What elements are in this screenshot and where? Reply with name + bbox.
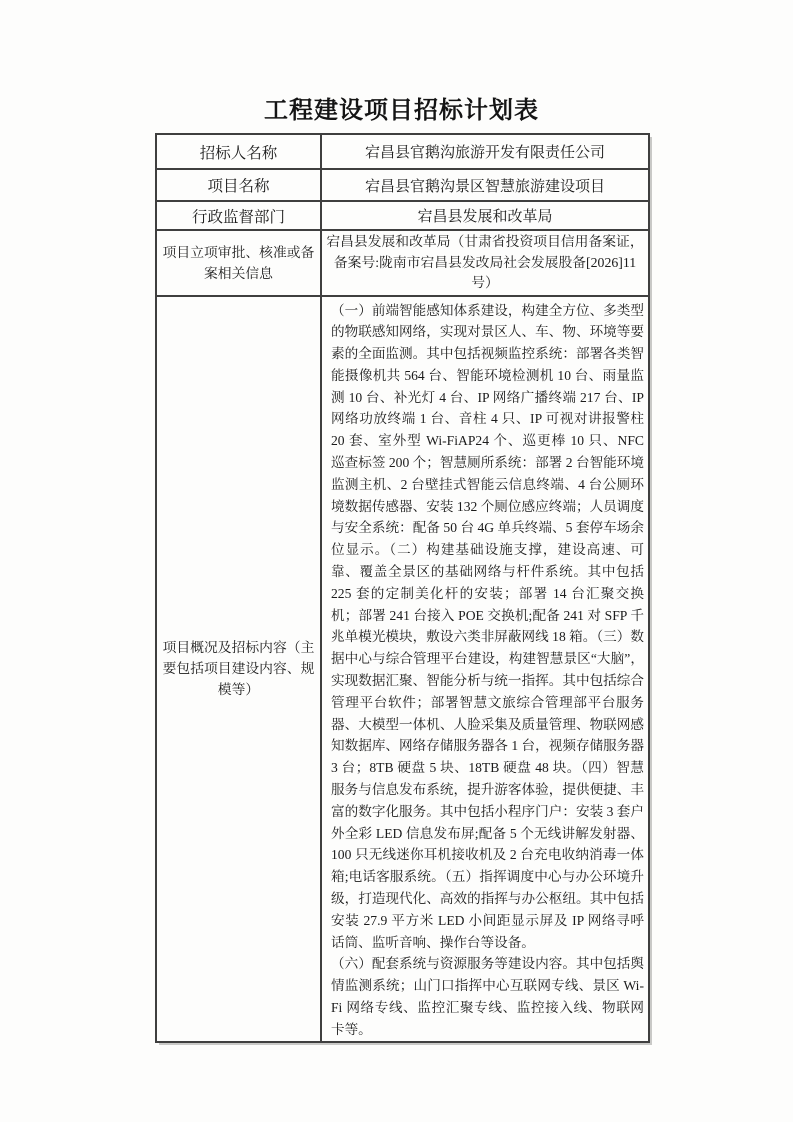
overview-paragraph-2: （六）配套系统与资源服务等建设内容。其中包括舆情监测系统；山门口指挥中心互联网专线、景区 Wi-Fi 网络专线、监控汇聚专线、监控接入线、物联网卡等。 — [331, 956, 644, 1037]
approval-info-label: 项目立项审批、核准或备案相关信息 — [156, 230, 321, 296]
project-name-label: 项目名称 — [156, 169, 321, 201]
table-row-project-overview — [156, 296, 649, 1042]
table-row-supervision-dept — [156, 201, 649, 230]
bidder-name-value: 宕昌县官鹅沟旅游开发有限责任公司 — [321, 134, 649, 169]
overview-paragraph-1: （一）前端智能感知体系建设，构建全方位、多类型的物联感知网络，实现对景区人、车、物、环境等要素的全面监测。其中包括视频监控系统：部署各类智能摄像机共 564 台、智能环境检测机 10 台、雨量监测 10 台、补光灯 4 台、IP 网络广播终端 217 台、IP 网络功放终端 1 台、音柱 4 只、IP 可视对讲报警柱 20 套、室外型 Wi-FiAP24 个、巡更棒 10 只、NFC 巡查标签 200 个；智慧厕所系统：部署 2 台智能环境监测主机、2 台壁挂式智能云信息终端、4 台公厕环境数据传感器、安装 132 个厕位感应终端；人员调度与安全系统：配备 50 台 4G 单兵终端、5 套停车场余位显示。（二）构建基础设施支撑，建设高速、可靠、覆盖全景区的基础网络与杆件系统。其中包括 225 套的定制美化杆的安装；部署 14 台汇聚交换机；部署 241 台接入 POE 交换机;配备 241 对 SFP 千兆单模光模块，敷设六类非屏蔽网线 18 箱。（三）数据中心与综合管理平台建设，构建智慧景区“大脑”，实现数据汇聚、智能分析与统一指挥。其中包括综合管理平台软件；部署智慧文旅综合管理部平台服务器、大模型一体机、人脸采集及质量管理、物联网感知数据库、网络存储服务器各 1 台，视频存储服务器 3 台；8TB 硬盘 5 块、18TB 硬盘 48 块。（四）智慧服务与信息发布系统，提升游客体验，提供便捷、丰富的数字化服务。其中包括小程序门户：安装 3 套户外全彩 LED 信息发布屏;配备 5 个无线讲解发射器、100 只无线迷你耳机接收机及 2 台充电收纳消毒一体箱;电话客服系统。（五）指挥调度中心与办公环境升级，打造现代化、高效的指挥与办公枢纽。其中包括安装 27.9 平方米 LED 小间距显示屏及 IP 网络寻呼话筒、监听音响、操作台等设备。 — [331, 302, 644, 950]
project-overview-label: 项目概况及招标内容（主要包括项目建设内容、规模等） — [156, 296, 321, 1042]
table-row-bidder-name — [156, 134, 649, 169]
bidder-name-label: 招标人名称 — [156, 134, 321, 169]
table-row-project-name — [156, 169, 649, 201]
supervision-dept-label: 行政监督部门 — [156, 201, 321, 230]
approval-info-value: 宕昌县发展和改革局（甘肃省投资项目信用备案证，备案号:陇南市宕昌县发改局社会发展股备[2026]11号） — [321, 230, 649, 296]
project-name-value: 宕昌县官鹅沟景区智慧旅游建设项目 — [321, 169, 649, 201]
supervision-dept-value: 宕昌县发展和改革局 — [321, 201, 649, 230]
table-row-approval-info — [156, 230, 649, 296]
project-overview-value — [321, 296, 649, 1042]
tender-plan-table — [155, 133, 650, 1043]
document-title: 工程建设项目招标计划表 — [264, 98, 539, 124]
